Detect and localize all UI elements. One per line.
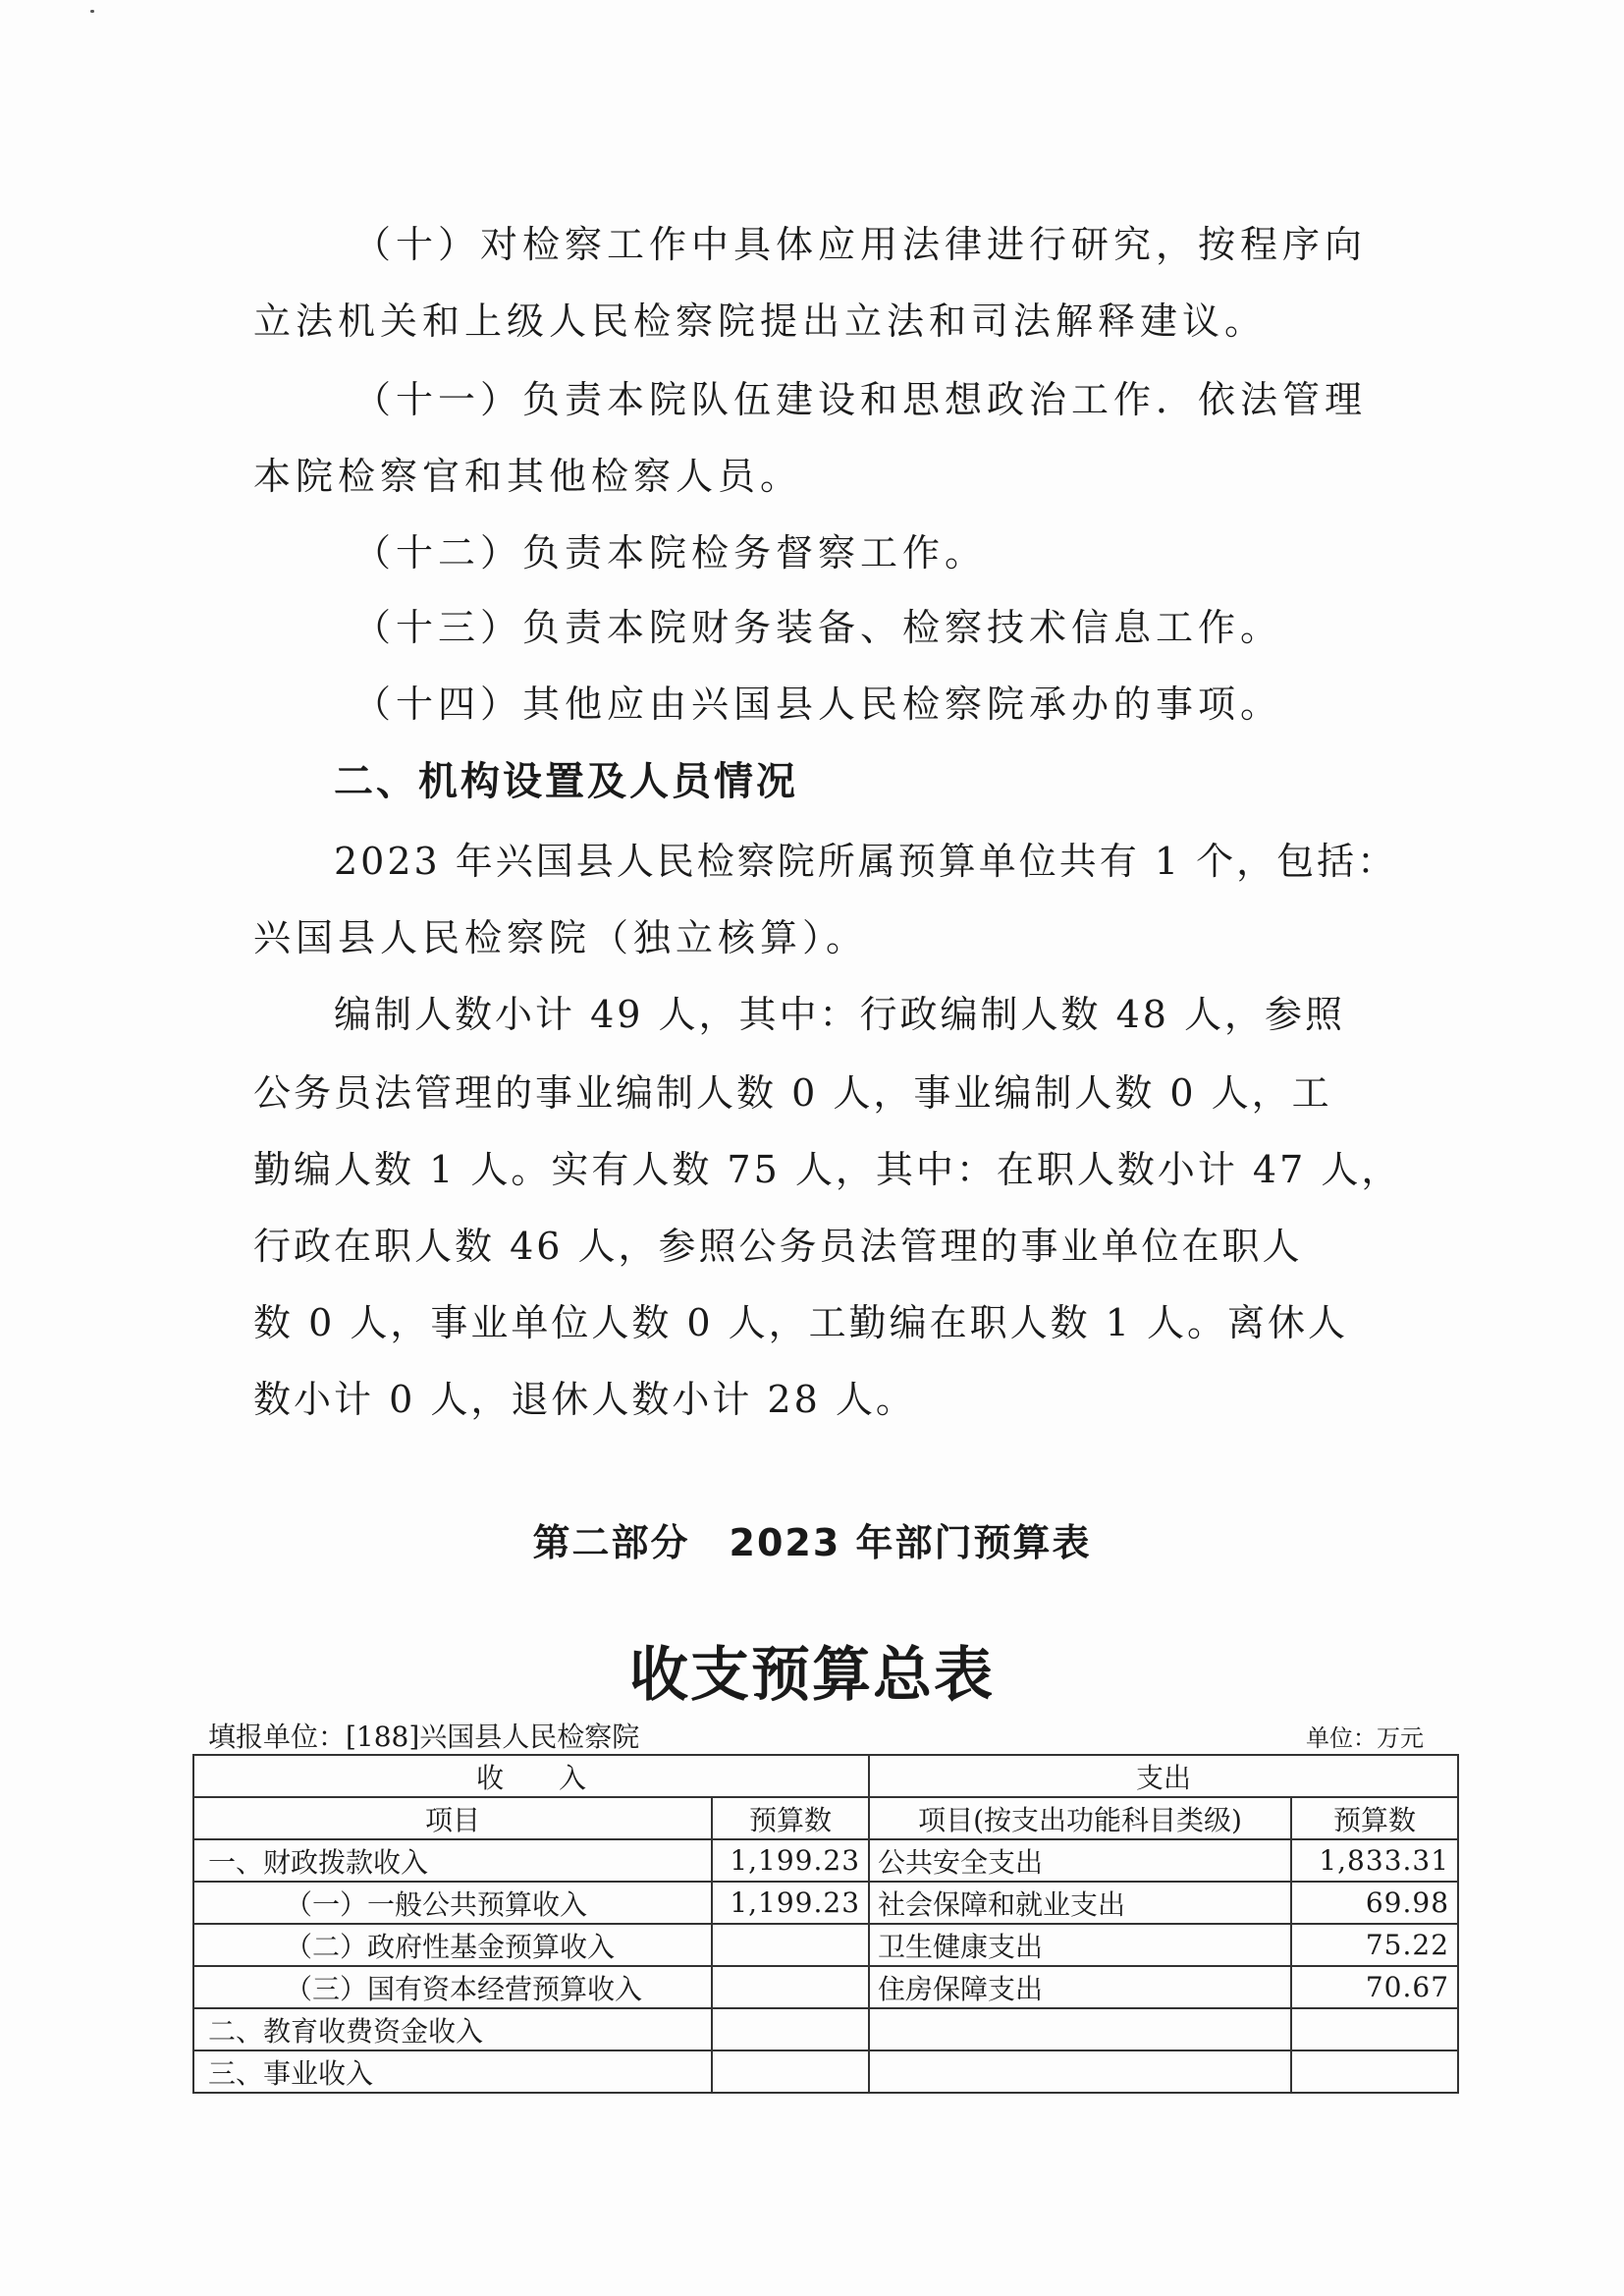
paragraph-line: （十）对检察工作中具体应用法律进行研究，按程序向 xyxy=(353,223,1368,266)
expense-group-header: 支出 xyxy=(869,1755,1458,1797)
paragraph-line: 数 0 人，事业单位人数 0 人，工勤编在职人数 1 人。离休人 xyxy=(253,1301,1349,1344)
table-row xyxy=(193,2008,1458,2050)
paragraph-line: 编制人数小计 49 人，其中：行政编制人数 48 人，参照 xyxy=(334,993,1346,1036)
income-amount xyxy=(712,1924,869,1966)
budget-table xyxy=(192,1754,1459,2094)
expense-item xyxy=(869,2008,1291,2050)
table-row xyxy=(193,1924,1458,1966)
income-item: （三）国有资本经营预算收入 xyxy=(193,1966,712,2008)
income-item: 一、财政拨款收入 xyxy=(193,1839,712,1882)
reporting-unit: 填报单位：[188]兴国县人民检察院 xyxy=(208,1721,640,1753)
table-row xyxy=(193,2050,1458,2093)
table-title: 收支预算总表 xyxy=(629,1641,995,1710)
paragraph-line: （十四）其他应由兴国县人民检察院承办的事项。 xyxy=(353,683,1283,726)
section-heading: 二、机构设置及人员情况 xyxy=(334,759,798,804)
expense-item xyxy=(869,2050,1291,2093)
paragraph-line: 本院检察官和其他检察人员。 xyxy=(253,455,803,498)
scan-speck xyxy=(90,10,94,13)
paragraph-line: （十二）负责本院检务督察工作。 xyxy=(353,531,988,574)
expense-amount xyxy=(1291,2050,1458,2093)
income-amount xyxy=(712,2008,869,2050)
table-row xyxy=(193,1966,1458,2008)
income-group-header: 收 入 xyxy=(193,1755,869,1797)
paragraph-line: 行政在职人数 46 人，参照公务员法管理的事业单位在职人 xyxy=(253,1225,1303,1268)
income-amount: 1,199.23 xyxy=(712,1839,869,1882)
expense-item: 卫生健康支出 xyxy=(869,1924,1291,1966)
paragraph-line: 公务员法管理的事业编制人数 0 人，事业编制人数 0 人，工 xyxy=(253,1071,1332,1115)
income-item: （一）一般公共预算收入 xyxy=(193,1882,712,1924)
paragraph-line: （十一）负责本院队伍建设和思想政治工作．依法管理 xyxy=(353,378,1368,421)
paragraph-line: 立法机关和上级人民检察院提出立法和司法解释建议。 xyxy=(253,300,1268,343)
income-item: （二）政府性基金预算收入 xyxy=(193,1924,712,1966)
table-header-row xyxy=(193,1797,1458,1839)
expense-amount: 69.98 xyxy=(1291,1882,1458,1924)
expense-item: 公共安全支出 xyxy=(869,1839,1291,1882)
table-row xyxy=(193,1839,1458,1882)
expense-amount: 75.22 xyxy=(1291,1924,1458,1966)
expense-item: 社会保障和就业支出 xyxy=(869,1882,1291,1924)
table-row xyxy=(193,1882,1458,1924)
expense-amount: 1,833.31 xyxy=(1291,1839,1458,1882)
income-item-header: 项目 xyxy=(193,1797,712,1839)
income-item: 三、事业收入 xyxy=(193,2050,712,2093)
expense-item-header: 项目(按支出功能科目类级) xyxy=(869,1797,1291,1839)
paragraph-line: （十三）负责本院财务装备、检察技术信息工作。 xyxy=(353,606,1283,649)
income-amount xyxy=(712,2050,869,2093)
income-item: 二、教育收费资金收入 xyxy=(193,2008,712,2050)
income-amount: 1,199.23 xyxy=(712,1882,869,1924)
expense-amount xyxy=(1291,2008,1458,2050)
expense-amount-header: 预算数 xyxy=(1291,1797,1458,1839)
paragraph-line: 勤编人数 1 人。实有人数 75 人，其中：在职人数小计 47 人， xyxy=(253,1148,1402,1191)
expense-amount: 70.67 xyxy=(1291,1966,1458,2008)
paragraph-line: 兴国县人民检察院（独立核算）。 xyxy=(253,916,869,959)
expense-item: 住房保障支出 xyxy=(869,1966,1291,2008)
paragraph-line: 数小计 0 人，退休人数小计 28 人。 xyxy=(253,1378,916,1421)
part-title: 第二部分 2023 年部门预算表 xyxy=(532,1521,1092,1564)
currency-unit: 单位：万元 xyxy=(1306,1724,1424,1752)
paragraph-line: 2023 年兴国县人民检察院所属预算单位共有 1 个，包括： xyxy=(334,840,1398,883)
income-amount-header: 预算数 xyxy=(712,1797,869,1839)
table-group-header-row xyxy=(193,1755,1458,1797)
income-amount xyxy=(712,1966,869,2008)
